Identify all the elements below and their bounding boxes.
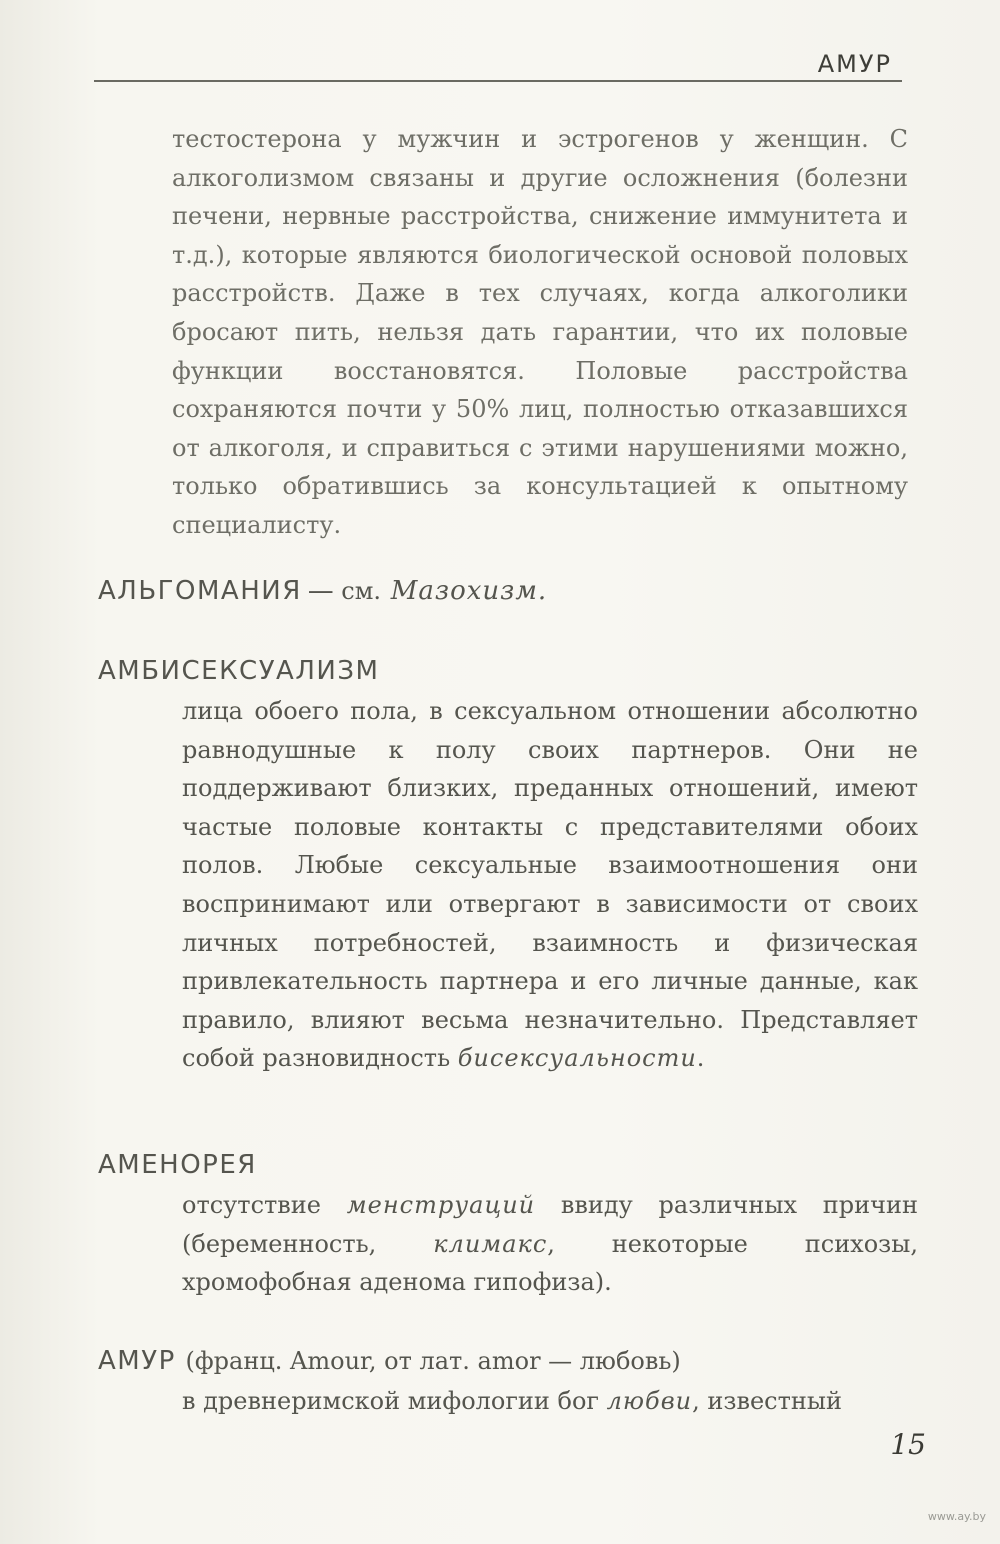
header-rule [94, 80, 902, 82]
definition-text: , известный [692, 1387, 842, 1415]
watermark: www.ay.by [927, 1510, 986, 1523]
definition-text: в древнеримской мифологии бог [182, 1387, 599, 1415]
cross-reference: бисексуальности [457, 1044, 697, 1073]
entry-algomania [98, 576, 920, 606]
entry-definition [182, 1382, 918, 1421]
entry-term: АМБИСЕКСУАЛИЗМ [98, 656, 380, 686]
cross-reference: любви [606, 1387, 693, 1415]
entry-amur [98, 1346, 920, 1421]
term-dash: — [307, 576, 336, 606]
entry-definition [182, 1186, 918, 1302]
entry-ambisexualism [98, 656, 920, 1078]
entry-term-line [98, 1346, 920, 1376]
entry-amenorrhea [98, 1150, 920, 1302]
definition-text: отсутствие [182, 1191, 321, 1219]
definition-text: , некоторые психозы, хромофобная аденома гипофиза). [182, 1229, 918, 1297]
cross-reference: Мазохизм. [390, 576, 548, 606]
entry-term: АЛЬГОМАНИЯ [98, 576, 302, 606]
cross-reference: климакс [433, 1229, 548, 1258]
cross-reference: менструаций [346, 1191, 536, 1219]
entry-term: АМУР [98, 1346, 176, 1376]
entry-term: АМЕНОРЕЯ [98, 1150, 257, 1180]
running-head: АМУР [817, 50, 892, 78]
definition-end: . [696, 1044, 705, 1073]
entry-term-line [98, 576, 920, 606]
see-reference: см. [341, 577, 382, 605]
page-number: 15 [890, 1428, 926, 1461]
definition-text: лица обоего пола, в сексуальном отношении абсолютно равнодушные к полу своих партнеров. Они не поддерживают близких, преданных отношений, имеют частые половые контакты с представителями обоих полов. Любые сексуальные взаимоотношения они воспринимают или отвергают в зависимости от своих личных потребностей, взаимность и физическая привлекательность партнера и его личные данные, как правило, влияют весьма незначительно. Представляет собой разновидность [182, 697, 918, 1073]
continuation-paragraph: тестостерона у мужчин и эстрогенов у женщин. С алкоголизмом связаны и другие осложнения (болезни печени, нервные расстройства, снижение иммунитета и т.д.), которые являются биологической основой половых расстройств. Даже в тех случаях, когда алкоголики бросают пить, нельзя дать гарантии, что их половые функции восстановятся. Половые расстройства сохраняются почти у 50% лиц, полностью отказавшихся от алкоголя, и справиться с этими нарушениями можно, только обратившись за консультацией к опытному специалисту. [172, 125, 908, 539]
definition-text: ввиду различных причин (беременность, [182, 1191, 918, 1258]
entry-etymology: (франц. Amour, от лат. amor — любовь) [185, 1347, 681, 1375]
entry-definition [182, 692, 918, 1078]
